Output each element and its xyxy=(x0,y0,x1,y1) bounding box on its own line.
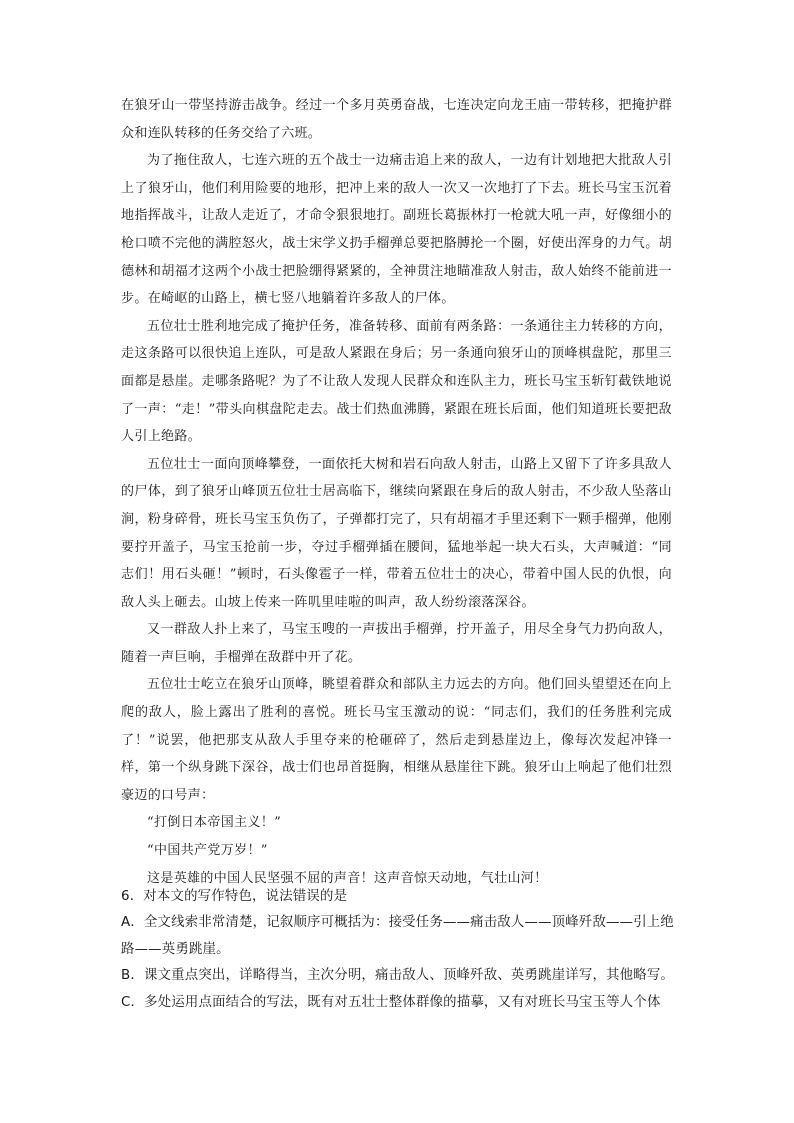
slogan-1: “打倒日本帝国主义！” xyxy=(147,815,282,831)
passage-paragraph-2: 为了拖住敌人，七连六班的五个战士一边痛击追上来的敌人，一边有计划地把大批敌人引上了狼牙山，他们利用险要的地形，把冲上来的敌人一次又一次地打了下去。班长马宝玉沉着地指挥战斗，让敌人走近了，才命令狠狠地打。副班长葛振林打一枪就大吼一声，好像细小的枪口喷不完他的满腔怒火，战士宋学义扔手榴弹总要把胳膊抡一个圈，好使出浑身的力气。胡德林和胡福才这两个小战士把脸绷得紧紧的，全神贯注地瞄准敌人射击，敌人始终不能前进一步。在崎岖的山路上，横七竖八地躺着许多敌人的尸体。 xyxy=(121,153,672,307)
passage-paragraph-7: 这是英雄的中国人民坚强不屈的声音！这声音惊天动地，气壮山河！ xyxy=(147,870,548,886)
passage-paragraph-4: 五位壮士一面向顶峰攀登，一面依托大树和岩石向敌人射击，山路上又留下了许多具敌人的尸体，到了狼牙山峰顶五位壮士居高临下，继续向紧跟在身后的敌人射击，不少敌人坠落山涧，粉身碎骨，班长马宝玉负伤了，子弹都打完了，只有胡福才手里还剩下一颗手榴弹，他刚要拧开盖子，马宝玉抢前一步，夺过手榴弹插在腰间，猛地举起一块大石头，大声喊道：“同志们！用石头砸！”顿时，石头像雹子一样，带着五位壮士的决心，带着中国人民的仇恨，向敌人头上砸去。山坡上传来一阵叽里哇啦的叫声，敌人纷纷滚落深谷。 xyxy=(121,456,672,610)
option-b: B．课文重点突出，详略得当，主次分明，痛击敌人、顶峰歼敌、英勇跳崖详写，其他略写。 xyxy=(121,968,675,984)
passage-paragraph-6: 五位壮士屹立在狼牙山顶峰，眺望着群众和部队主力远去的方向。他们回头望望还在向上爬的敌人，脸上露出了胜利的喜悦。班长马宝玉激动的说：“同志们，我们的任务胜利完成了！”说罢，他把那支从敌人手里夺来的枪砸碎了，然后走到悬崖边上，像每次发起冲锋一样，第一个纵身跳下深谷，战士们也昂首挺胸，相继从悬崖往下跳。狼牙山上响起了他们壮烈豪迈的口号声： xyxy=(121,677,672,803)
option-c: C．多处运用点面结合的写法，既有对五壮士整体群像的描摹，又有对班长马宝玉等人个体 xyxy=(121,994,661,1010)
passage-paragraph-3: 五位壮士胜利地完成了掩护任务，准备转移、面前有两条路：一条通往主力转移的方向，走这条路可以很快追上连队，可是敌人紧跟在身后；另一条通向狼牙山的顶峰棋盘陀，那里三面都是悬崖。走哪条路呢？为了不让敌人发现人民群众和连队主力，班长马宝玉斩钉截铁地说了一声：“走！”带头向棋盘陀走去。战士们热血沸腾，紧跟在班长后面，他们知道班长要把敌人引上绝路。 xyxy=(121,318,672,445)
reading-passage xyxy=(121,92,672,892)
passage-paragraph-1: 在狼牙山一带坚持游击战争。经过一个多月英勇奋战，七连决定向龙王庙一带转移，把掩护群众和连队转移的任务交给了六班。 xyxy=(121,98,672,141)
question-stem: 6．对本文的写作特色，说法错误的是 xyxy=(121,889,348,904)
question-6 xyxy=(121,884,676,1016)
passage-paragraph-5: 又一群敌人扑上来了，马宝玉嗖的一声拔出手榴弹，拧开盖子，用尽全身气力扔向敌人，随着一声巨响，手榴弹在敌群中开了花。 xyxy=(121,622,672,665)
option-a: A．全文线索非常清楚，记叙顺序可概括为：接受任务——痛击敌人——顶峰歼敌——引上绝路——英勇跳崖。 xyxy=(121,915,674,957)
slogan-2: “中国共产党万岁！” xyxy=(147,843,268,859)
